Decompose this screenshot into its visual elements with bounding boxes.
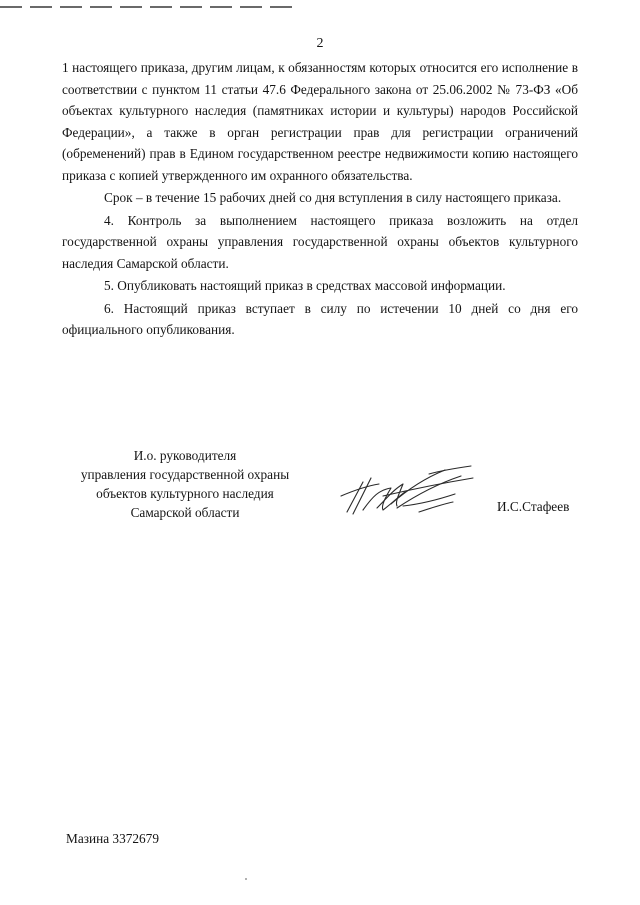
paragraph-item-5: 5. Опубликовать настоящий приказ в средствах массовой информации.: [104, 278, 506, 293]
page-number: 2: [316, 36, 324, 51]
signatory-position: [55, 446, 315, 522]
paragraph-item-4: 4. Контроль за выполнением настоящего приказа возложить на отдел государственной охраны управления государственной охраны объектов культурного наследия Самарской области.: [62, 212, 578, 271]
document-body: [62, 57, 578, 341]
top-edge-dashes: [0, 6, 300, 8]
signatory-line: И.о. руководителя: [133, 448, 237, 463]
executor-contact: Мазина 3372679: [66, 831, 159, 846]
handwritten-signature: [333, 460, 483, 522]
signatory-line: Самарской области: [130, 505, 240, 520]
paragraph-deadline: Срок – в течение 15 рабочих дней со дня вступления в силу настоящего приказа.: [104, 190, 562, 205]
paragraph-continuation: 1 настоящего приказа, другим лицам, к обязанностям которых относится его исполнение в соответствии с пунктом 11 статьи 47.6 Федерального закона от 25.06.2002 № 73-ФЗ «Об объектах культурного наследия (памятниках истории и культуры) народов Российской Федерации», а также в орган регистрации прав для регистрации ограничений (обременений) прав в Едином государственном реестре недвижимости копию настоящего приказа с копией утвержденного им охранного обязательства.: [62, 60, 578, 183]
scan-speck: [245, 878, 247, 880]
paragraph-item-6: 6. Настоящий приказ вступает в силу по истечении 10 дней со дня его официального опубликования.: [62, 300, 578, 337]
signatory-line: объектов культурного наследия: [96, 486, 274, 501]
signatory-line: управления государственной охраны: [80, 467, 290, 482]
signer-name: И.С.Стафеев: [497, 499, 570, 514]
